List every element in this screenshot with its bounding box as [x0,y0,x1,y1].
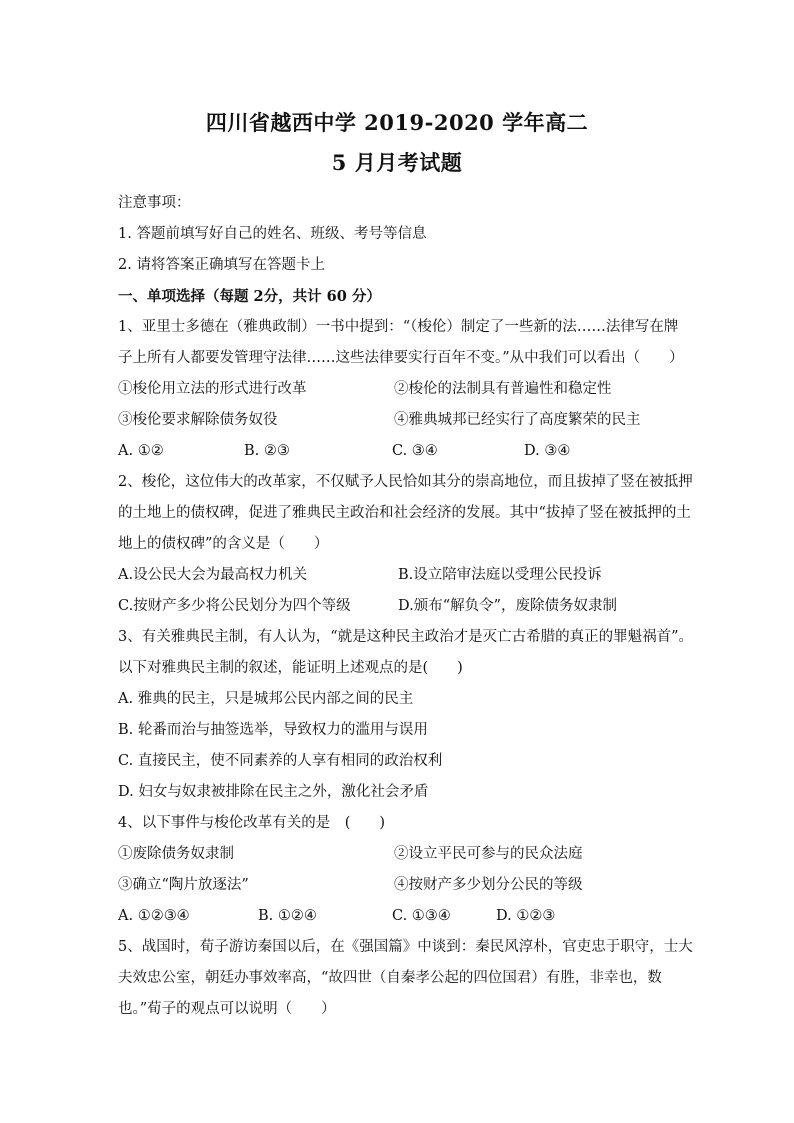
notes-heading: 注意事项： [118,195,191,211]
option-b: B. 轮番而治与抽签选举，导致权力的滥用与误用 [118,722,428,738]
question-stem-line: 2、梭伦，这位伟大的改革家，不仅赋予人民恰如其分的崇高地位，而且拔掉了竖在被抵押 [118,474,693,490]
statement: ②梭伦的法制具有普遍性和稳定性 [394,381,612,397]
section-heading: 一、单项选择（每题 2分，共计 60 分） [118,288,381,305]
question-stem-line: 以下对雅典民主制的叙述，能证明上述观点的是( ) [118,660,463,676]
statement: ②设立平民可参与的民众法庭 [394,846,583,862]
option-c: C. 直接民主，使不同素养的人享有相同的政治权利 [118,753,443,769]
option-b: B. ②③ [244,443,290,459]
option-row [118,591,682,622]
statement: ①梭伦用立法的形式进行改革 [118,381,307,397]
question-stem-line: 5、战国时，荀子游访秦国以后，在《强国篇》中谈到：秦民风淳朴，官吏忠于职守，士大 [118,939,693,955]
answer-options [118,901,682,932]
option-a: A. 雅典的民主，只是城邦公民内部之间的民主 [118,691,414,707]
question-stem-line: 也。”荀子的观点可以说明（ ） [118,1001,336,1017]
statement: ④雅典城邦已经实行了高度繁荣的民主 [394,412,641,428]
statement: ④按财产多少划分公民的等级 [394,877,583,893]
exam-title: 四川省越西中学 2019-2020 学年高二 [205,110,589,135]
option-c: C.按财产多少将公民划分为四个等级 [118,598,351,614]
option-a: A. ①② [118,443,164,459]
note-item: 1. 答题前填写好自己的姓名、班级、考号等信息 [118,226,427,242]
answer-options [118,436,682,467]
option-c: C. ③④ [392,443,438,459]
question-stem-line: 4、以下事件与梭伦改革有关的是 ( ) [118,815,386,831]
option-a: A. ①②③④ [118,908,190,924]
question-4 [118,808,682,932]
exam-subtitle: 5 月月考试题 [331,150,463,175]
statement-row [118,839,682,870]
option-b: B.设立陪审法庭以受理公民投诉 [398,567,602,583]
option-d: D. ①②③ [496,908,556,924]
exam-body [118,188,694,1025]
question-stem-line: 的土地上的债权碑，促进了雅典民主政治和社会经济的发展。其中“拔掉了竖在被抵押的土 [118,505,691,521]
question-stem-line: 1、亚里士多德在（雅典政制）一书中提到：“（梭伦）制定了一些新的法……法律写在牌 [118,319,679,335]
question-stem-line: 地上的债权碑”的含义是（ ） [118,536,329,552]
option-b: B. ①②④ [258,908,317,924]
question-3 [118,622,694,808]
question-1 [118,312,682,467]
question-stem-line: 3、有关雅典民主制，有人认为，“就是这种民主政治才是灭亡古希腊的真正的罪魁祸首”。 [118,629,694,645]
option-d: D. 妇女与奴隶被排除在民主之外，激化社会矛盾 [118,784,429,800]
statement: ③梭伦要求解除债务奴役 [118,412,278,428]
statement: ①废除债务奴隶制 [118,846,234,862]
statement-row [118,405,682,436]
question-stem-line: 子上所有人都要发管理守法律……这些法律要实行百年不变。”从中我们可以看出（ ） [118,350,684,366]
option-d: D.颁布“解负令”，废除债务奴隶制 [398,598,618,614]
question-2 [118,467,693,622]
note-item: 2. 请将答案正确填写在答题卡上 [118,257,325,273]
question-stem-line: 夫效忠公室，朝廷办事效率高，“故四世（自秦孝公起的四位国君）有胜，非幸也，数 [118,970,662,986]
statement: ③确立“陶片放逐法” [118,877,249,893]
option-a: A.设公民大会为最高权力机关 [118,567,308,583]
option-d: D. ③④ [524,443,571,459]
statement-row [118,374,682,405]
question-5 [118,932,693,1025]
option-c: C. ①③④ [392,908,451,924]
statement-row [118,870,682,901]
option-row [118,560,682,591]
